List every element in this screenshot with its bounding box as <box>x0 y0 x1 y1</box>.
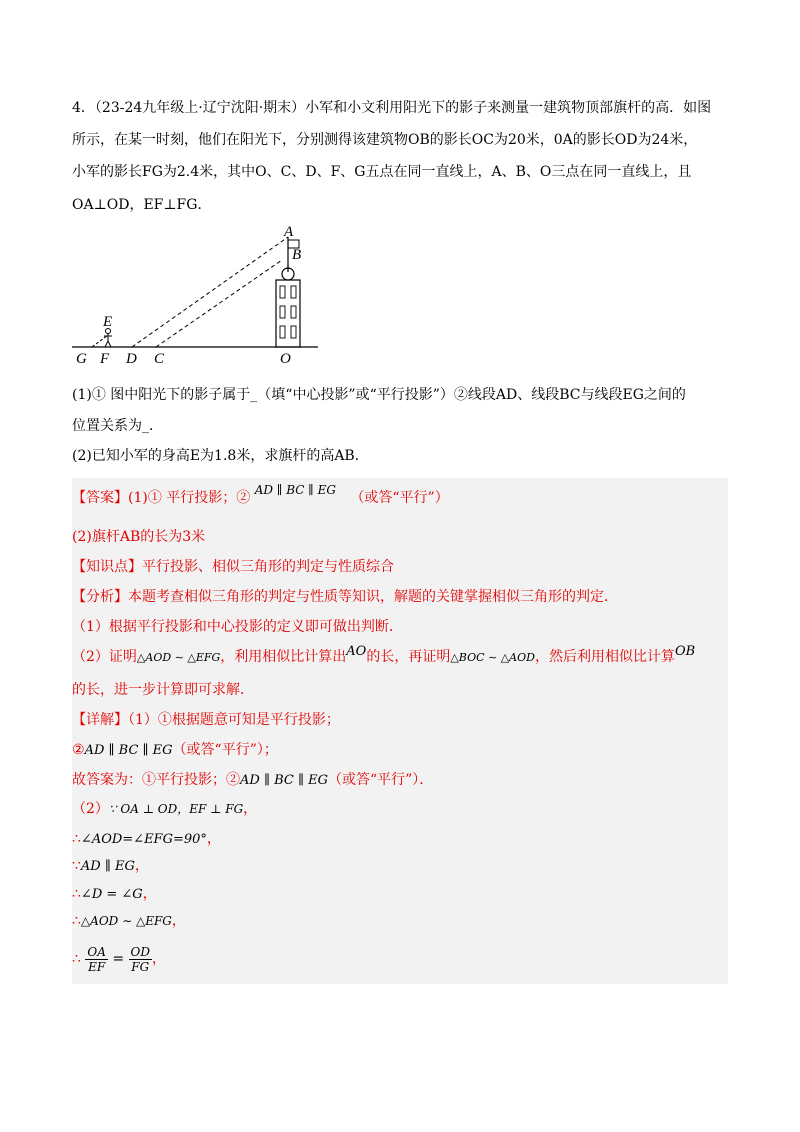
question-line-3: 小军的影长FG为2.4米，其中O、C、D、F、G五点在同一直线上，A、B、O三点在同一直线上，且 <box>72 164 692 180</box>
step2-triangle-1: △AOD ∼ △EFG <box>136 651 221 664</box>
step2-ob: OB <box>674 644 696 659</box>
detail2-relation: AD ∥ BC ∥ EG <box>84 743 173 758</box>
step2-text-d: ，然后利用相似比计算 <box>534 649 675 665</box>
proof3-a: ∵ <box>72 858 81 874</box>
proof5-math: △AOD ∼ △EFG <box>80 914 172 928</box>
fraction-oa-ef <box>85 945 108 974</box>
label-C: C <box>154 351 165 367</box>
proof3-b: ， <box>134 858 149 874</box>
label-A: A <box>284 224 294 240</box>
label-E: E <box>103 314 113 330</box>
frac1-denominator: EF <box>88 959 106 974</box>
frac2-numerator: OD <box>130 944 150 959</box>
label-O: O <box>280 351 291 367</box>
proof1-b: ， <box>243 801 258 817</box>
proof-line-5 <box>72 911 186 931</box>
detail3-a: 故答案为：①平行投影；② <box>72 772 240 788</box>
frac1-numerator: OA <box>87 944 106 959</box>
proof6-b: ， <box>152 951 166 967</box>
proof2-b: ， <box>206 831 221 847</box>
label-D: D <box>126 351 137 367</box>
equals-sign: = <box>112 951 125 967</box>
proof-line-4 <box>72 884 157 905</box>
label-B: B <box>292 247 302 263</box>
ray-bc <box>156 260 282 347</box>
label-G: G <box>76 351 87 367</box>
detail-3 <box>72 770 433 791</box>
detail-1: 【详解】（1）①根据题意可知是平行投影； <box>72 712 340 728</box>
analysis-step-2-cont: 的长，进一步计算即可求解． <box>72 682 254 698</box>
detail2-b: （或答“平行”）； <box>172 742 278 758</box>
detail-2 <box>72 740 278 761</box>
proof2-math: ∠AOD=∠EFG=90° <box>80 832 207 847</box>
proof4-math: ∠D = ∠G <box>80 887 143 902</box>
answer-part-1 <box>72 483 449 508</box>
step2-text-b: ，利用相似比计算出 <box>220 649 347 665</box>
detail2-a: ② <box>72 742 85 758</box>
frac2-denominator: FG <box>131 959 150 974</box>
question-line-4: OA⊥OD，EF⊥FG． <box>72 197 212 213</box>
answer-part-1-suffix: （或答“平行”） <box>350 490 449 506</box>
fraction-od-fg <box>129 945 152 974</box>
step2-text-a: （2）证明 <box>72 649 137 665</box>
proof3-math: AD ∥ EG <box>80 859 135 874</box>
proof-line-1 <box>72 799 257 819</box>
step2-ao: AO <box>346 644 367 659</box>
step2-text-c: 的长，再证明 <box>366 649 451 665</box>
proof6-a: ∴ <box>72 951 81 967</box>
answer-part-2: (2)旗杆AB的长为3米 <box>72 529 206 545</box>
proof-line-2 <box>72 829 221 850</box>
question-line-1: 4．（23-24九年级上·辽宁沈阳·期末）小军和小文利用阳光下的影子来测量一建筑物顶部旗杆的高．如图 <box>72 100 712 116</box>
proof5-a: ∴ <box>72 913 81 929</box>
step2-triangle-2: △BOC ∼ △AOD <box>450 651 535 664</box>
analysis-step-1: （1）根据平行投影和中心投影的定义即可做出判断． <box>72 619 403 635</box>
ray-ad <box>132 237 288 347</box>
proof-line-6 <box>72 942 166 976</box>
answer-panel <box>72 478 728 984</box>
proof1-a: （2） <box>72 801 109 817</box>
sub-question-1-line-1: (1)① 图中阳光下的影子属于_（填“中心投影”或“平行投影”）②线段AD、线段BC与线段EG之间的 <box>72 387 686 403</box>
proof4-b: ， <box>142 886 157 902</box>
answer-part-1-relation: AD ∥ BC ∥ EG <box>254 483 336 497</box>
detail3-relation: AD ∥ BC ∥ EG <box>240 773 328 788</box>
analysis-text: 【分析】本题考查相似三角形的判定与性质等知识，解题的关键掌握相似三角形的判定． <box>72 589 618 605</box>
answer-part-1-prefix: 【答案】(1)① 平行投影；② <box>72 490 251 506</box>
geometry-figure <box>70 222 320 368</box>
proof1-math: ∵ OA ⊥ OD，EF ⊥ FG <box>108 802 244 816</box>
analysis-step-2 <box>72 644 696 668</box>
proof2-a: ∴ <box>72 831 81 847</box>
sub-question-1-line-2: 位置关系为_． <box>72 418 163 434</box>
proof5-b: ， <box>171 913 186 929</box>
question-line-2: 所示，在某一时刻，他们在阳光下，分别测得该建筑物OB的影长OC为20米，0A的影长OD为24米， <box>72 132 698 148</box>
proof-line-3 <box>72 856 149 877</box>
knowledge-point: 【知识点】平行投影、相似三角形的判定与性质综合 <box>72 559 394 575</box>
detail3-b: （或答“平行”）． <box>327 772 434 788</box>
label-F: F <box>100 351 110 367</box>
sub-question-2: (2)已知小军的身高E为1.8米，求旗杆的高AB． <box>72 448 369 464</box>
proof4-a: ∴ <box>72 886 81 902</box>
